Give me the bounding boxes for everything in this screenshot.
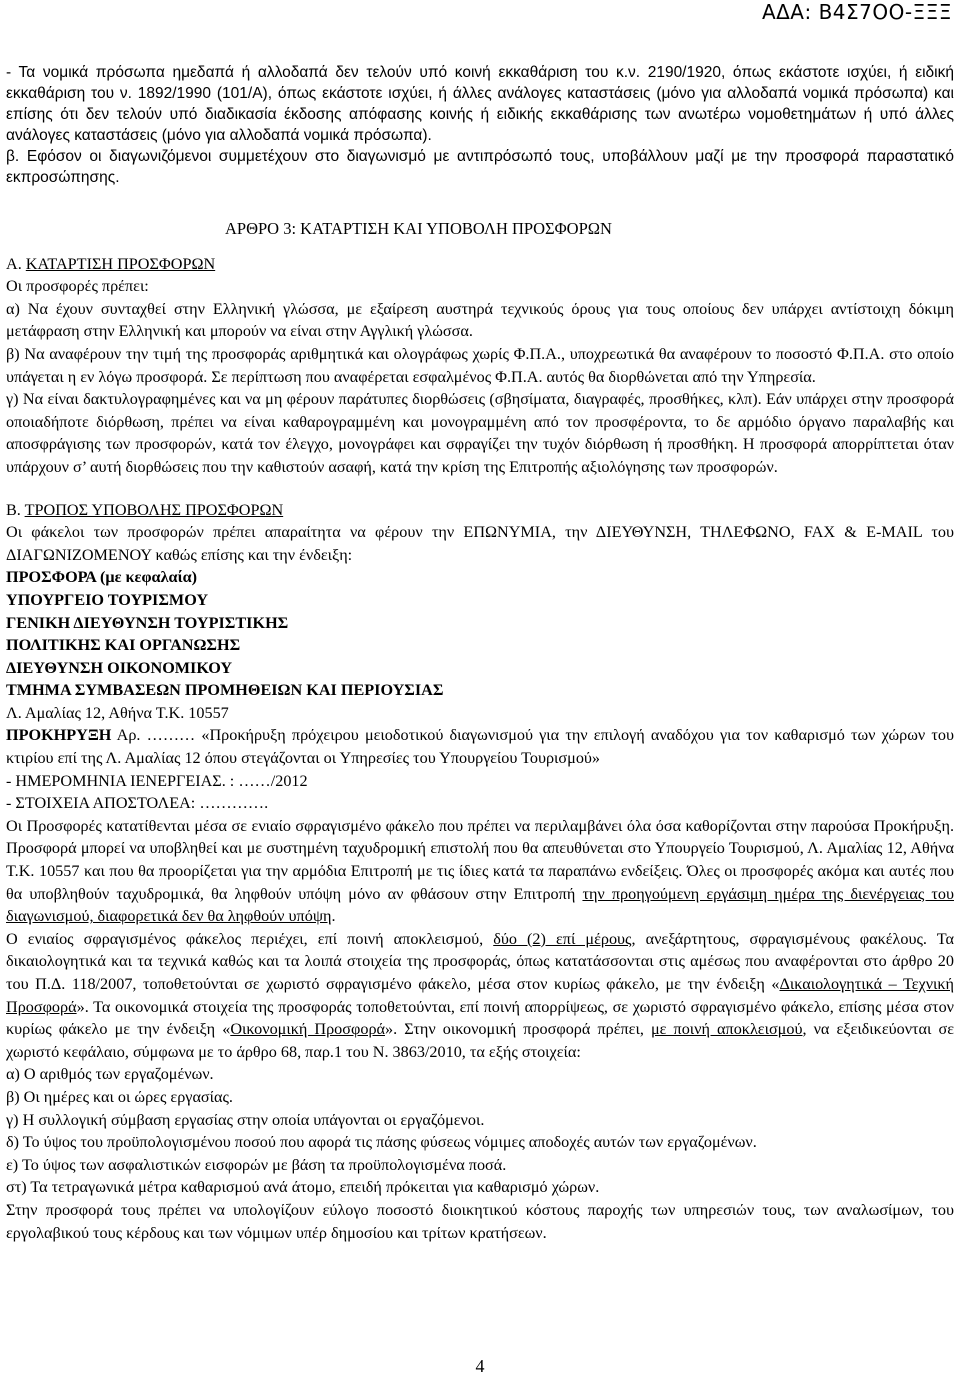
section-a-prefix: Α. <box>6 254 26 273</box>
envelope-paragraph <box>6 928 954 1064</box>
section-a-item-gamma: γ) Να είναι δακτυλογραφημένες και να μη φέρουν παράτυπες διορθώσεις (σβησίματα, διαγραφές, προσθήκες, κλπ). Εάν υπάρχει στην προσφορά οποιαδήποτε διόρθωση, πρέπει να είναι καθαρογραμμένη και μονογραμμένη από τον προσφέροντα, το δε αρμόδιο όργανο παραλαβής και αποσφράγισης των προσφορών, κατά τον έλεγχο, μονογράφει και σφραγίζει την τυχόν διόρθωση ή προσθήκη. Η προσφορά απορρίπτεται όταν υπάρχουν σ’ αυτή διορθώσεις που την καθιστούν ασαφή, κατά την κρίση της Επιτροπής αξιολόγησης των προσφορών. <box>6 390 954 476</box>
final-paragraph: Στην προσφορά τους πρέπει να υπολογίζουν εύλογο ποσοστό διοικητικού κόστους παροχής των υπηρεσιών τους, των αναλωσίμων, του εργολαβικού τους κέρδους και των νόμιμων υπέρ δημοσίου και τρίτων κρατήσεων. <box>6 1200 954 1242</box>
ada-code: ΑΔΑ: Β4Σ7ΟΟ-ΞΞΞ <box>761 0 952 24</box>
list-item: β) Οι ημέρες και οι ώρες εργασίας. <box>6 1087 233 1106</box>
address-line-5: ΔΙΕΥΘΥΝΣΗ ΟΙΚΟΝΟΜΙΚΟΥ <box>6 658 233 677</box>
section-gap <box>6 479 954 499</box>
section-b-intro: Οι φάκελοι των προσφορών πρέπει απαραίτητα να φέρουν την ΕΠΩΝΥΜΙΑ, την ΔΙΕΥΘΥΝΣΗ, ΤΗΛΕΦΩΝΟ, FAX & E-MAIL του ΔΙΑΓΩΝΙΖΟΜΕΝΟΥ καθώς επίσης και την ένδειξη: <box>6 523 954 564</box>
section-a-item-alpha: α) Να έχουν συνταχθεί στην Ελληνική γλώσσα, με εξαίρεση αυστηρά τεχνικούς όρους για τους οποίους δεν υπάρχει αντίστοιχη δόκιμη μετάφραση στην Ελληνική και μπορούν να είναι στην Αγγλική γλώσσα. <box>6 299 954 341</box>
sender-line: - ΣΤΟΙΧΕΙΑ ΑΠΟΣΤΟΛΕΑ: …………. <box>6 794 269 813</box>
section-b-heading <box>6 499 954 522</box>
address-line-2: ΥΠΟΥΡΓΕΙΟ ΤΟΥΡΙΣΜΟΥ <box>6 590 209 609</box>
submission-end: . <box>331 907 336 926</box>
article-body <box>6 218 954 1244</box>
submission-deadline: την προηγούμενη εργάσιμη ημέρα της διενέργειας του διαγωνισμού, διαφορετικά δεν θα ληφθούν υπόψη <box>6 884 954 926</box>
envelope-text-b: , ανεξάρτητους, σφραγισμένους φακέλους. Τα δικαιολογητικά και τα τεχνικά καθώς και τα λοιπά στοιχεία της προσφοράς, όπως κατατάσσονται στις αμέσως που αναφέρονται στο άρθρο 20 του Π.Δ. 118/2007, τοποθετούνται σε χωριστό σφραγισμένο φάκελο, μέσα στον κυρίως φάκελο, με την ένδειξη « <box>6 929 954 993</box>
prokirixi-label: ΠΡΟΚΗΡΥΞΗ <box>6 726 112 745</box>
page-number: 4 <box>475 1356 485 1376</box>
top-section <box>6 62 954 188</box>
paragraph-representative: β. Εφόσον οι διαγωνιζόμενοι συμμετέχουν στο διαγωνισμό με αντιπρόσωπό τους, υποβάλλουν μαζί με την προσφορά παραστατικό εκπροσώπησης. <box>6 148 954 186</box>
address-line-7: Λ. Αμαλίας 12, Αθήνα Τ.Κ. 10557 <box>6 703 229 722</box>
section-b-prefix: Β. <box>6 500 25 519</box>
envelope-two-parts: δύο (2) επί μέρους <box>493 929 632 948</box>
list-item: ε) Το ύψος των ασφαλιστικών εισφορών με βάση τα προϋπολογισμένα ποσά. <box>6 1155 507 1174</box>
paragraph-legal-entities: - Τα νομικά πρόσωπα ημεδαπά ή αλλοδαπά δεν τελούν υπό κοινή εκκαθάριση του κ.ν. 2190/1920, όπως εκάστοτε ισχύει, ή ειδική εκκαθάριση του ν. 1892/1990 (101/Α), όπως εκάστοτε ισχύει, ή άλλες ανάλογες καταστάσεις (μόνο για αλλοδαπά νομικά πρόσωπα) και επίσης ότι δεν τελούν υπό διαδικασία έκδοσης απόφασης κοινής ή ειδικής εκκαθάρισης των ανωτέρω νομοθετημάτων ή υπό άλλες ανάλογες καταστάσεις (μόνο για αλλοδαπά νομικά πρόσωπα). <box>6 64 954 144</box>
submission-text: Οι Προσφορές κατατίθενται μέσα σε ενιαίο σφραγισμένο φάκελο που πρέπει να περιλαμβάνει όλα όσα καθορίζονται στην παρούσα Προκήρυξη. Προσφορά μπορεί να υποβληθεί και με συστημένη ταχυδρομική επιστολή που θα απευθύνεται στο Υπουργείο Τουρισμού, Λ. Αμαλίας 12, Αθήνα Τ.Κ. 10557 και που θα προορίζεται για την αρμόδια Επιτροπή με τις ίδιες κατά τα παραπάνω ενδείξεις. Όλες οι προσφορές ακόμα και αυτές που θα υποβληθούν ταχυδρομικά, θα ληφθούν υπόψη μόνο αν φθάσουν στην Επιτροπή <box>6 816 954 903</box>
envelope-financial-label: Οικονομική Προσφορά <box>230 1020 386 1039</box>
envelope-technical-label: Δικαιολογητικά – Τεχνική Προσφορά <box>6 975 954 1016</box>
prokirixi-paragraph <box>6 724 954 769</box>
submission-paragraph <box>6 815 954 928</box>
envelope-text-d: ». Στην οικονομική προσφορά πρέπει, <box>385 1020 651 1039</box>
envelope-text-c: ». Τα οικονομικά στοιχεία της προσφοράς τοποθετούνται, επί ποινή απορρίψεως, σε χωριστό σφραγισμένο φάκελο, επίσης μέσα στον κυρίως φάκελο με την ένδειξη « <box>6 997 954 1039</box>
list-item: δ) Το ύψος του προϋπολογισμένου ποσού που αφορά τις πάσης φύσεως νόμιμες αποδοχές αυτών των εργαζομένων. <box>6 1133 757 1152</box>
list-item: γ) Η συλλογική σύμβαση εργασίας στην οποία υπάγονται οι εργαζόμενοι. <box>6 1110 485 1129</box>
article-title: ΑΡΘΡΟ 3: ΚΑΤΑΡΤΙΣΗ ΚΑΙ ΥΠΟΒΟΛΗ ΠΡΟΣΦΟΡΩΝ <box>225 219 612 238</box>
address-line-3: ΓΕΝΙΚΗ ΔΙΕΥΘΥΝΣΗ ΤΟΥΡΙΣΤΙΚΗΣ <box>6 613 289 632</box>
section-b-title: ΤΡΟΠΟΣ ΥΠΟΒΟΛΗΣ ΠΡΟΣΦΟΡΩΝ <box>24 500 284 519</box>
section-a-title: ΚΑΤΑΡΤΙΣΗ ΠΡΟΣΦΟΡΩΝ <box>25 254 216 273</box>
date-line: - ΗΜΕΡΟΜΗΝΙΑ ΙΕΝΕΡΓΕΙΑΣ. : ……/2012 <box>6 771 308 790</box>
section-a-heading <box>6 253 954 276</box>
address-line-6: ΤΜΗΜΑ ΣΥΜΒΑΣΕΩΝ ΠΡΟΜΗΘΕΙΩΝ ΚΑΙ ΠΕΡΙΟΥΣΙΑΣ <box>6 681 444 700</box>
envelope-text-e: , να εξειδικεύονται σε χωριστό κεφάλαιο, σύμφωνα με το άρθρο 68, παρ.1 του Ν. 3863/2010, τα εξής στοιχεία: <box>6 1020 955 1061</box>
list-item: α) Ο αριθμός των εργαζομένων. <box>6 1065 214 1084</box>
envelope-text-a: Ο ενιαίος σφραγισμένος φάκελος περιέχει, επί ποινή αποκλεισμού, <box>6 929 494 948</box>
section-a-item-beta: β) Να αναφέρουν την τιμή της προσφοράς αριθμητικά και ολογράφως χωρίς Φ.Π.Α., υποχρεωτικά θα αναφέρουν το ποσοστό Φ.Π.Α. στο οποίο υπάγεται η εν λόγω προσφορά. Σε περίπτωση που αναφέρεται εσφαλμένος Φ.Π.Α. αυτός θα διορθώνεται από την Υπηρεσία. <box>6 344 954 386</box>
section-a-intro: Οι προσφορές πρέπει: <box>6 277 149 296</box>
list-item: στ) Τα τετραγωνικά μέτρα καθαρισμού ανά άτομο, επειδή πρόκειται για καθαρισμό χώρων. <box>6 1178 600 1197</box>
envelope-penalty: με ποινή αποκλεισμού <box>650 1020 803 1039</box>
address-line-1: ΠΡΟΣΦΟΡΑ (με κεφαλαία) <box>6 568 198 587</box>
address-line-4: ΠΟΛΙΤΙΚΗΣ ΚΑΙ ΟΡΓΑΝΩΣΗΣ <box>6 636 241 655</box>
prokirixi-text: Αρ. ……… «Προκήρυξη πρόχειρου μειοδοτικού διαγωνισμού για την επιλογή αναδόχου για τον καθαρισμό των χώρων του κτιρίου επί της Λ. Αμαλίας 12 όπου στεγάζονται οι Υπηρεσίες του Υπουργείου Τουρισμού» <box>6 726 954 768</box>
